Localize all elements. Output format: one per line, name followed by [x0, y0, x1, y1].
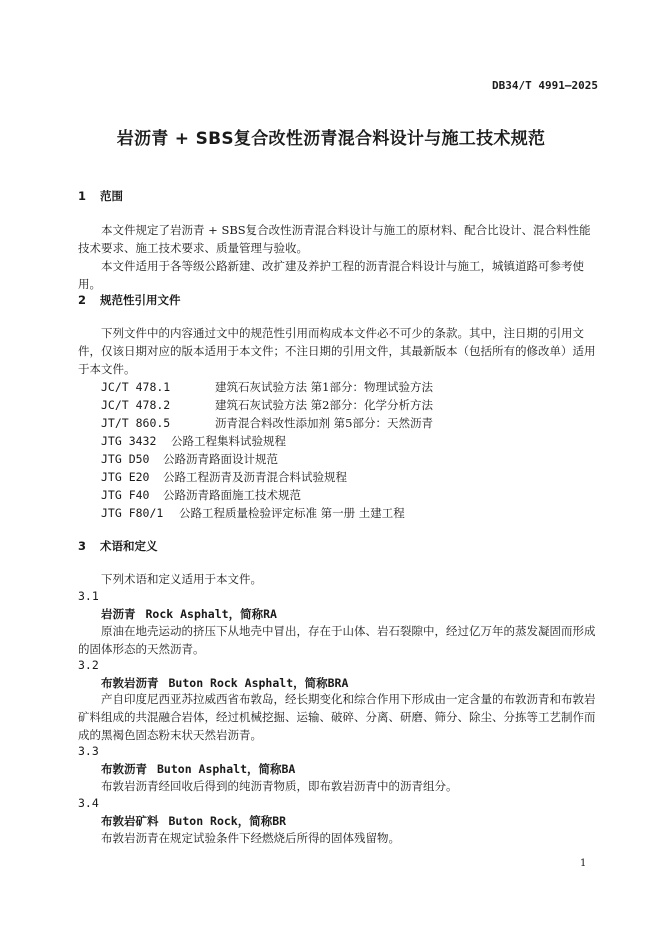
reference-title: 公路工程质量检验评定标准 第一册 土建工程: [179, 506, 405, 520]
reference-code: JTG D50: [101, 452, 150, 466]
page-number: 1: [580, 858, 587, 869]
paragraph: 下列术语和定义适用于本文件。: [101, 572, 262, 586]
reference-item: [101, 378, 433, 396]
term-heading: [101, 675, 348, 691]
paragraph: 本文件规定了岩沥青 + SBS复合改性沥青混合料设计与施工的原材料、配合比设计、混合料性能技术要求、施工技术要求、质量管理与验收。: [78, 223, 591, 255]
term-definition: 布敦岩沥青在规定试验条件下经燃烧后所得的固体残留物。: [101, 831, 400, 845]
reference-code: JTG 3432: [101, 434, 157, 448]
section-heading-3: [78, 538, 158, 554]
term-zh: 布敦沥青: [101, 762, 147, 776]
term-definition: 布敦岩沥青经回收后得到的纯沥青物质，即布敦岩沥青中的沥青组分。: [101, 779, 458, 793]
document-title: 岩沥青 + SBS复合改性沥青混合料设计与施工技术规范: [116, 129, 546, 149]
reference-title: 沥青混合料改性添加剂 第5部分：天然沥青: [215, 416, 433, 430]
reference-code: JTG E20: [101, 470, 150, 484]
term-en: Buton Rock，简称BR: [168, 814, 287, 828]
reference-item: [101, 468, 347, 486]
reference-item: [101, 504, 405, 522]
section-number: 3: [78, 539, 87, 553]
reference-title: 公路沥青路面施工技术规范: [163, 488, 301, 502]
section-number: 1: [78, 189, 87, 203]
term-definition: 产自印度尼西亚苏拉威西省布敦岛，经长期变化和综合作用下形成由一定含量的布敦沥青和布敦岩矿料组成的共混融合岩体，经过机械挖掘、运输、破碎、分离、研磨、筛分、除尘、分拣等工艺制作而成的黑褐色固态粉末状天然岩沥青。: [78, 692, 596, 742]
term-heading: [101, 761, 295, 777]
reference-title: 建筑石灰试验方法 第1部分：物理试验方法: [215, 380, 433, 394]
term-heading: [101, 606, 277, 622]
section-number: 2: [78, 293, 87, 307]
term-zh: 岩沥青: [101, 607, 136, 621]
standard-number: DB34/T 4991—2025: [492, 79, 598, 92]
section-heading-2: [78, 292, 181, 308]
term-number: 3.2: [78, 658, 99, 672]
term-zh: 布敦岩矿料: [101, 814, 159, 828]
term-number: 3.4: [78, 796, 99, 810]
reference-code: JC/T 478.2: [101, 398, 171, 412]
reference-item: [101, 396, 433, 414]
reference-code: JTG F40: [101, 488, 150, 502]
reference-code: JT/T 860.5: [101, 416, 171, 430]
term-en: Buton Rock Asphalt，简称BRA: [168, 676, 349, 690]
reference-title: 公路工程集料试验规程: [171, 434, 286, 448]
term-number: 3.1: [78, 589, 99, 603]
reference-title: 公路沥青路面设计规范: [163, 452, 278, 466]
paragraph: 下列文件中的内容通过文中的规范性引用而构成本文件必不可少的条款。其中，注日期的引用文件，仅该日期对应的版本适用于本文件；不注日期的引用文件，其最新版本（包括所有的修改单）适用于本文件。: [78, 326, 596, 376]
term-heading: [101, 813, 286, 829]
reference-title: 公路工程沥青及沥青混合料试验规程: [163, 470, 347, 484]
term-en: Rock Asphalt，简称RA: [145, 607, 277, 621]
reference-code: JTG F80/1: [101, 506, 164, 520]
reference-item: [101, 432, 286, 450]
section-title: 规范性引用文件: [100, 293, 181, 307]
reference-item: [101, 486, 301, 504]
paragraph: 本文件适用于各等级公路新建、改扩建及养护工程的沥青混合料设计与施工，城镇道路可参考使用。: [78, 259, 584, 291]
reference-item: [101, 450, 278, 468]
reference-code: JC/T 478.1: [101, 380, 171, 394]
reference-title: 建筑石灰试验方法 第2部分：化学分析方法: [215, 398, 433, 412]
term-zh: 布敦岩沥青: [101, 676, 159, 690]
term-definition: 原油在地壳运动的挤压下从地壳中冒出，存在于山体、岩石裂隙中，经过亿万年的蒸发凝固而形成的固体形态的天然沥青。: [78, 624, 596, 656]
section-title: 术语和定义: [100, 539, 158, 553]
section-title: 范围: [100, 189, 124, 203]
term-number: 3.3: [78, 744, 99, 758]
term-en: Buton Asphalt，简称BA: [157, 762, 296, 776]
reference-item: [101, 414, 433, 432]
section-heading-1: [78, 188, 123, 204]
